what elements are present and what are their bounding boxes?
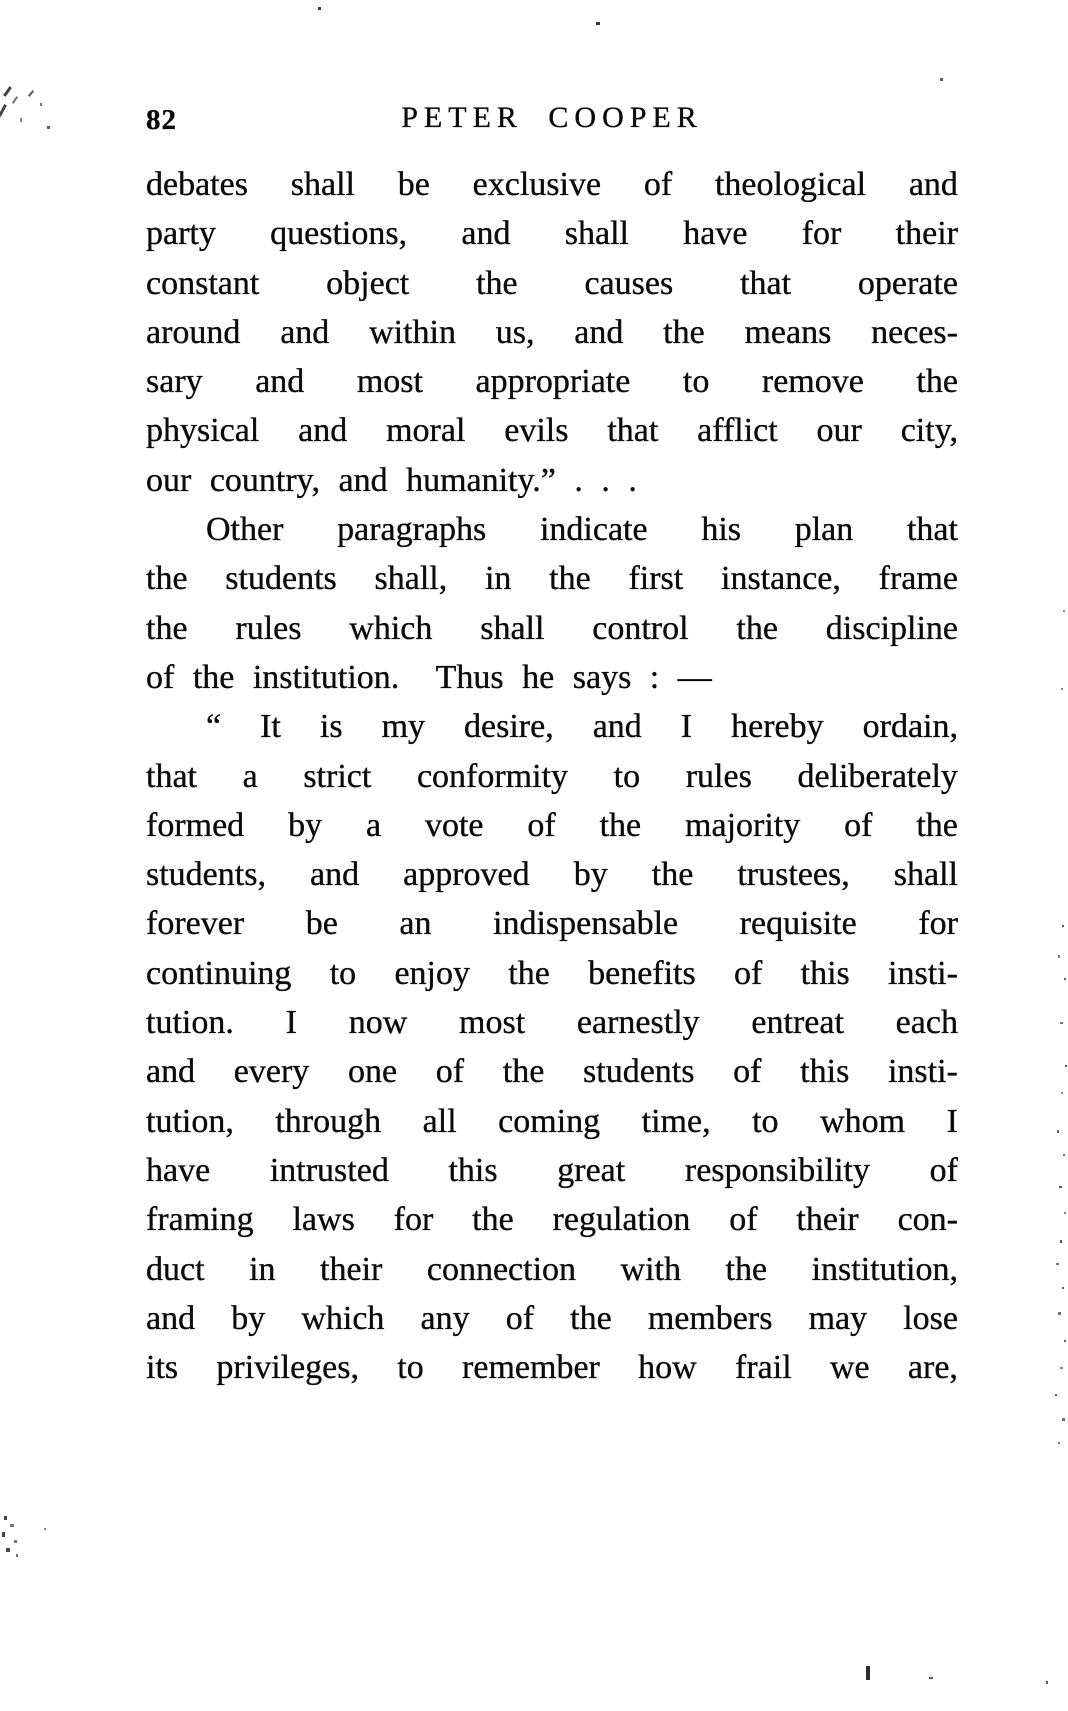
scan-speck (318, 7, 321, 10)
scan-speck (1060, 1022, 1063, 1024)
scan-speck (12, 96, 18, 104)
scan-speck (1060, 1240, 1062, 1243)
scan-speck (1060, 1367, 1063, 1369)
text-block (146, 160, 958, 1392)
scan-speck (1064, 1340, 1066, 1342)
text-line: constant object the causes that operate (146, 264, 958, 302)
scan-speck (929, 1677, 933, 1679)
scan-speck (14, 1540, 17, 1543)
text-line: duct in their connection with the institution, (146, 1250, 958, 1288)
text-line: formed by a vote of the majority of the (146, 806, 958, 844)
scan-speck (2, 1532, 5, 1537)
text-line: students, and approved by the trustees, shall (146, 856, 958, 894)
text-line: have intrusted this great responsibility of (146, 1151, 958, 1189)
text-line: physical and moral evils that afflict our city, (146, 412, 958, 450)
scan-speck (20, 118, 22, 122)
text-line: forever be an indispensable requisite for (146, 905, 958, 943)
scan-speck (1058, 955, 1060, 958)
scan-speck (1062, 1287, 1064, 1289)
scan-speck (3, 86, 12, 97)
scan-speck (10, 1524, 14, 1527)
scan-speck (1059, 1186, 1062, 1188)
text-line: sary and most appropriate to remove the (146, 363, 958, 401)
scan-speck (40, 103, 42, 106)
scan-speck (28, 90, 34, 97)
scan-speck (1055, 1394, 1057, 1396)
text-line: tution. I now most earnestly entreat each (146, 1004, 958, 1042)
scan-speck (596, 22, 600, 25)
scan-speck (866, 1666, 870, 1680)
text-line: framing laws for the regulation of their con- (146, 1201, 958, 1239)
scan-speck (1046, 1681, 1048, 1684)
scan-speck (1061, 688, 1063, 690)
text-line: of the institution. Thus he says : — (146, 658, 712, 696)
scan-speck (1063, 610, 1065, 612)
scan-speck (1064, 1212, 1066, 1214)
text-line: the rules which shall control the discipline (146, 609, 958, 647)
scan-speck (1058, 1312, 1061, 1315)
text-line: our country, and humanity.” . . . (146, 461, 637, 499)
scan-speck (6, 1548, 10, 1552)
scan-speck (940, 78, 943, 81)
text-line: continuing to enjoy the benefits of this insti- (146, 954, 958, 992)
scan-speck (4, 1516, 7, 1520)
scan-speck (16, 1554, 18, 1557)
scan-speck (1063, 1154, 1065, 1156)
page-header (146, 101, 958, 141)
text-line: Other paragraphs indicate his plan that (206, 511, 958, 549)
text-line: around and within us, and the means neces- (146, 313, 958, 351)
scan-speck (1056, 1263, 1059, 1265)
text-line: the students shall, in the first instance, frame (146, 560, 958, 598)
scan-speck (44, 1528, 46, 1530)
text-line: that a strict conformity to rules deliberately (146, 757, 958, 795)
scan-speck (1064, 978, 1066, 980)
scan-speck (0, 104, 7, 117)
text-line: “ It is my desire, and I hereby ordain, (206, 708, 958, 746)
page-number: 82 (146, 104, 177, 136)
running-title: PETER COOPER (401, 101, 703, 134)
scan-speck (1065, 1065, 1067, 1067)
text-line: and by which any of the members may lose (146, 1299, 958, 1337)
scan-speck (1062, 925, 1064, 927)
scan-speck (1058, 1442, 1060, 1444)
text-line: party questions, and shall have for their (146, 215, 958, 253)
text-line: debates shall be exclusive of theological and (146, 166, 958, 203)
text-line: its privileges, to remember how frail we are, (146, 1349, 958, 1387)
scan-speck (1061, 1092, 1063, 1094)
text-line: and every one of the students of this insti- (146, 1053, 958, 1091)
scan-speck (47, 126, 50, 129)
scan-speck (1057, 1130, 1059, 1133)
text-line: tution, through all coming time, to whom I (146, 1102, 958, 1140)
scan-speck (1062, 1418, 1065, 1421)
